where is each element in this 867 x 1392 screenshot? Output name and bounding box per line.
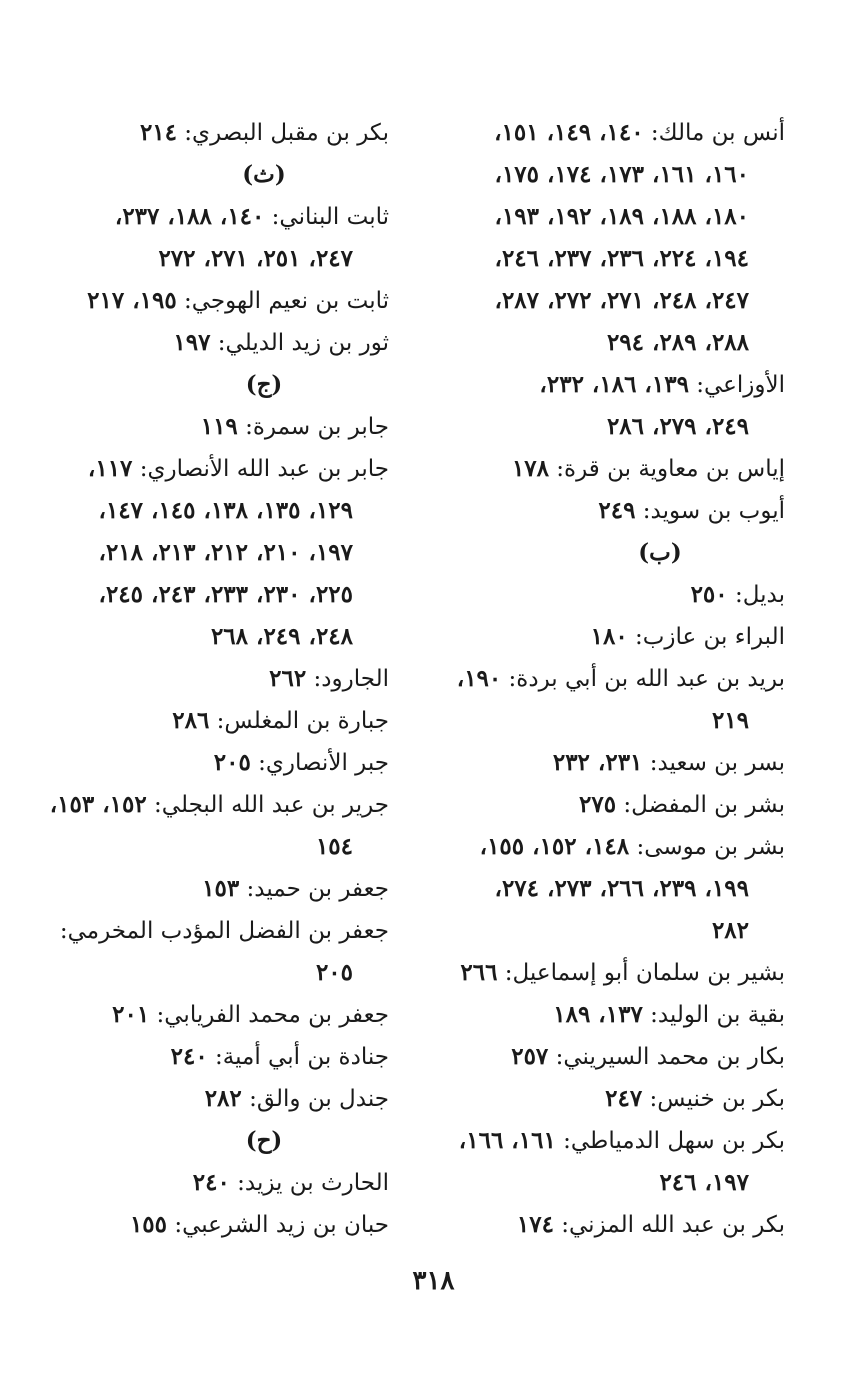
entry-pages: ٢٢٥، ٢٣٠، ٢٣٣، ٢٤٣، ٢٤٥، xyxy=(98,581,353,608)
entry-pages: ١٩٤، ٢٢٤، ٢٣٦، ٢٣٧، ٢٤٦، xyxy=(494,245,749,272)
entry-name: جبر الأنصاري: xyxy=(250,750,389,776)
entry-name: جرير بن عبد الله البجلي: xyxy=(146,792,389,818)
entry-pages: ١٩٧ xyxy=(173,329,211,356)
entry-pages: ٢١٩ xyxy=(711,707,749,734)
letter-heading: (ب) xyxy=(638,539,682,566)
entry-pages: ١٥٤ xyxy=(315,833,353,860)
entry-pages: ١٧٨ xyxy=(511,455,549,482)
entry-name: جبارة بن المغلس: xyxy=(209,708,389,734)
entry-name: ثابت البناني: xyxy=(264,204,389,230)
letter-heading: (ج) xyxy=(245,371,283,398)
entry-name: بسر بن سعيد: xyxy=(642,750,785,776)
entry-pages: ٢٥٠ xyxy=(690,581,728,608)
entry-name: جابر بن عبد الله الأنصاري: xyxy=(132,456,389,482)
index-column-right xyxy=(415,112,785,1246)
entry-name: جابر بن سمرة: xyxy=(237,414,389,440)
letter-heading: (ث) xyxy=(242,161,286,188)
entry-pages: ١٨٠ xyxy=(590,623,628,650)
entry-pages: ٢٦٢ xyxy=(269,665,307,692)
index-entry xyxy=(415,448,785,490)
index-entry xyxy=(415,952,785,994)
entry-name: الجارود: xyxy=(306,666,389,692)
index-entry xyxy=(19,1078,389,1120)
entry-name: الأوزاعي: xyxy=(688,372,785,398)
entry-pages: ٢٨٦ xyxy=(172,707,210,734)
index-entry xyxy=(19,280,389,322)
entry-pages: ١٢٩، ١٣٥، ١٣٨، ١٤٥، ١٤٧، xyxy=(98,497,353,524)
index-entry xyxy=(19,112,389,154)
entry-name: ثابت بن نعيم الهوجي: xyxy=(176,288,389,314)
entry-pages: ٢٠٥ xyxy=(315,959,353,986)
entry-pages: ٢٠٥ xyxy=(213,749,251,776)
entry-pages: ٢٤٧، ٢٥١، ٢٧١، ٢٧٢ xyxy=(158,245,353,272)
entry-pages: ٢٣١، ٢٣٢ xyxy=(552,749,643,776)
entry-pages: ١٥٣ xyxy=(202,875,240,902)
entry-pages: ١٩٧، ٢٤٦ xyxy=(659,1169,749,1196)
entry-pages: ١٤٠، ١٨٨، ٢٣٧، xyxy=(114,203,265,230)
entry-pages: ١٩٩، ٢٣٩، ٢٦٦، ٢٧٣، ٢٧٤، xyxy=(494,875,749,902)
entry-pages: ٢٤٧، ٢٤٨، ٢٧١، ٢٧٢، ٢٨٧، xyxy=(494,287,749,314)
entry-pages: ٢٨٢ xyxy=(204,1085,242,1112)
entry-pages: ٢٥٧ xyxy=(511,1043,549,1070)
index-entry xyxy=(19,406,389,448)
entry-name: بشير بن سلمان أبو إسماعيل: xyxy=(497,960,785,986)
entry-pages: ١٣٩، ١٨٦، ٢٣٢، xyxy=(539,371,689,398)
index-entry xyxy=(415,658,785,742)
entry-name: بكار بن محمد السيريني: xyxy=(548,1044,785,1070)
entry-name: بشر بن موسى: xyxy=(629,834,785,860)
entry-pages: ١٦١، ١٦٦، xyxy=(458,1127,556,1154)
index-entry xyxy=(19,868,389,910)
index-entry xyxy=(415,1036,785,1078)
entry-pages: ١٩٧، ٢١٠، ٢١٢، ٢١٣، ٢١٨، xyxy=(98,539,353,566)
entry-name: جعفر بن محمد الفريابي: xyxy=(149,1002,389,1028)
index-entry xyxy=(415,1078,785,1120)
entry-pages: ٢٤٧ xyxy=(605,1085,643,1112)
index-entry xyxy=(415,490,785,532)
entry-pages: ٢١٤ xyxy=(139,119,177,146)
index-entry xyxy=(19,994,389,1036)
entry-pages: ١٩٥، ٢١٧ xyxy=(87,287,177,314)
entry-name: بكر بن عبد الله المزني: xyxy=(553,1212,785,1238)
entry-pages: ١٥٢، ١٥٣، xyxy=(49,791,147,818)
index-entry xyxy=(415,616,785,658)
index-entry xyxy=(19,448,389,658)
entry-pages: ١٩٠، xyxy=(456,665,502,692)
index-entry xyxy=(415,826,785,952)
entry-name: بريد بن عبد الله بن أبي بردة: xyxy=(501,666,785,692)
entry-pages: ٢٨٨، ٢٨٩، ٢٩٤ xyxy=(606,329,749,356)
entry-name: البراء بن عازب: xyxy=(627,624,785,650)
index-entry xyxy=(19,1036,389,1078)
index-entry xyxy=(415,784,785,826)
entry-name: أنس بن مالك: xyxy=(643,120,785,146)
page-number: ٣١٨ xyxy=(412,1266,455,1296)
index-entry xyxy=(19,1204,389,1246)
index-entry xyxy=(19,784,389,868)
letter-heading: (ح) xyxy=(245,1127,283,1154)
entry-pages: ١٤٠، ١٤٩، ١٥١، xyxy=(494,119,644,146)
index-entry xyxy=(415,994,785,1036)
entry-pages: ٢٤٩ xyxy=(598,497,636,524)
index-entry xyxy=(19,322,389,364)
entry-pages: ٢٤٠ xyxy=(170,1043,208,1070)
entry-pages: ٢٤٩، ٢٧٩، ٢٨٦ xyxy=(606,413,749,440)
entry-name: بقية بن الوليد: xyxy=(642,1002,785,1028)
entry-name: الحارث بن يزيد: xyxy=(229,1170,389,1196)
index-entry xyxy=(415,1204,785,1246)
index-column-left xyxy=(19,112,389,1246)
index-entry xyxy=(415,742,785,784)
index-entry xyxy=(415,1120,785,1204)
index-entry xyxy=(415,364,785,448)
entry-name: أيوب بن سويد: xyxy=(635,498,785,524)
entry-name: ثور بن زيد الديلي: xyxy=(210,330,389,356)
entry-name: بكر بن سهل الدمياطي: xyxy=(555,1128,785,1154)
entry-pages: ١٥٥ xyxy=(129,1211,168,1238)
index-entry xyxy=(19,742,389,784)
entry-pages: ١٤٨، ١٥٢، ١٥٥، xyxy=(479,833,630,860)
entry-pages: ١١٩ xyxy=(200,413,238,440)
entry-name: إياس بن معاوية بن قرة: xyxy=(549,456,785,482)
entry-pages: ٢٦٦ xyxy=(460,959,498,986)
entry-pages: ٢٤٨، ٢٤٩، ٢٦٨ xyxy=(210,623,353,650)
index-entry xyxy=(415,112,785,364)
index-entry xyxy=(19,1162,389,1204)
index-entry xyxy=(19,196,389,280)
entry-name: بكر بن مقبل البصري: xyxy=(177,120,389,146)
index-entry xyxy=(19,910,389,994)
index-entry xyxy=(19,700,389,742)
entry-pages: ٢٠١ xyxy=(112,1001,150,1028)
entry-name: جعفر بن الفضل المؤدب المخرمي: xyxy=(59,918,389,944)
entry-pages: ١٣٧، ١٨٩ xyxy=(553,1001,643,1028)
entry-name: بديل: xyxy=(727,582,785,608)
entry-pages: ٢٧٥ xyxy=(579,791,617,818)
index-entry xyxy=(415,574,785,616)
entry-pages: ١١٧، xyxy=(87,455,133,482)
entry-name: جعفر بن حميد: xyxy=(239,876,389,902)
entry-pages: ٢٤٠ xyxy=(192,1169,230,1196)
entry-pages: ١٧٤ xyxy=(516,1211,554,1238)
entry-name: بشر بن المفضل: xyxy=(616,792,785,818)
entry-name: جنادة بن أبي أمية: xyxy=(207,1044,389,1070)
entry-name: حبان بن زيد الشرعبي: xyxy=(167,1212,389,1238)
entry-name: بكر بن خنيس: xyxy=(642,1086,785,1112)
entry-name: جندل بن والق: xyxy=(241,1086,389,1112)
entry-pages: ١٦٠، ١٦١، ١٧٣، ١٧٤، ١٧٥، xyxy=(494,161,749,188)
entry-pages: ١٨٠، ١٨٨، ١٨٩، ١٩٢، ١٩٣، xyxy=(494,203,749,230)
index-entry xyxy=(19,658,389,700)
entry-pages: ٢٨٢ xyxy=(711,917,749,944)
